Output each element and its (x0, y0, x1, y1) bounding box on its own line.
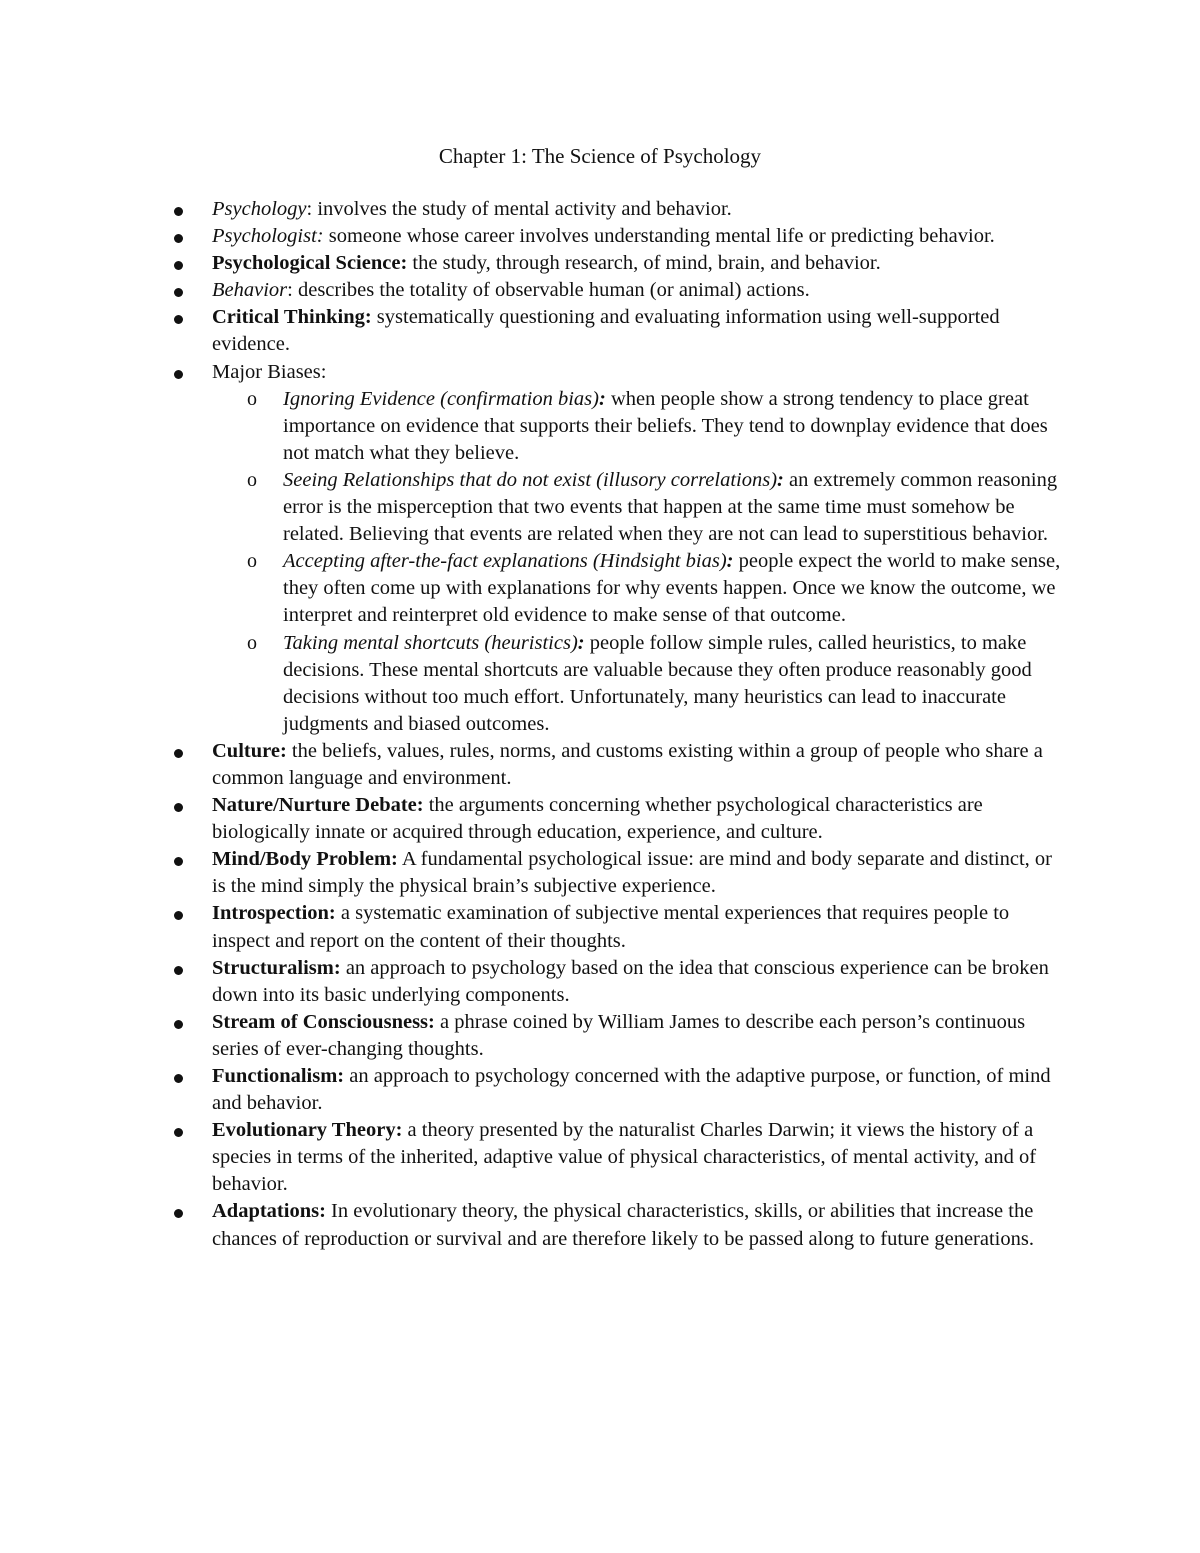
bias-colon: : (577, 631, 585, 654)
term-separator: : (287, 279, 293, 302)
list-item (212, 955, 1062, 1009)
bullet-icon (174, 803, 183, 812)
bias-term: Ignoring Evidence (confirmation bias) (283, 387, 599, 410)
biases-list (212, 386, 1062, 738)
bullet-icon (174, 1209, 183, 1218)
term: Introspection: (212, 902, 336, 925)
definition: A fundamental psychological issue: are mind and body separate and distinct, or is the mind simply the physical brain’s subjective experience. (212, 848, 1052, 898)
bias-colon: : (777, 468, 784, 491)
term: Psychological Science: (212, 252, 408, 275)
definition: the arguments concerning whether psychological characteristics are biologically innate or acquired through education, experience, and culture. (212, 794, 983, 844)
definition: involves the study of mental activity and behavior. (312, 198, 732, 220)
bullet-icon (174, 1020, 183, 1029)
definition: the study, through research, of mind, brain, and behavior. (407, 252, 881, 275)
definition: an approach to psychology concerned with the adaptive purpose, or function, of mind and behavior. (212, 1065, 1051, 1115)
bullet-icon (174, 207, 183, 216)
bullet-icon (174, 749, 183, 758)
list-item (212, 792, 1062, 846)
list-item (212, 1117, 1062, 1198)
definition-list (212, 196, 1062, 1253)
list-item-major-biases (212, 359, 1062, 738)
list-item (212, 900, 1062, 954)
bullet-icon (174, 857, 183, 866)
term: Culture: (212, 739, 287, 762)
term: Stream of Consciousness: (212, 1010, 435, 1033)
term-separator: : (306, 198, 313, 220)
bias-term: Taking mental shortcuts (heuristics) (283, 631, 578, 654)
list-item (212, 304, 1062, 358)
list-item (212, 277, 1062, 304)
sub-list-item (247, 467, 1062, 548)
term: Functionalism: (212, 1065, 345, 1087)
term: Nature/Nurture Debate: (212, 794, 424, 817)
list-item (212, 250, 1062, 277)
section-label: Major Biases: (212, 360, 327, 383)
term: Psychologist: (212, 225, 324, 248)
definition: a systematic examination of subjective mental experiences that requires people to inspect and report on the content of their thoughts. (212, 902, 1010, 952)
definition: describes the totality of observable human (or animal) actions. (292, 279, 810, 302)
list-item (212, 223, 1062, 250)
term: Psychology (212, 198, 307, 220)
definition: a phrase coined by William James to describe each person’s continuous series of ever-changing thoughts. (212, 1010, 1026, 1060)
definition: someone whose career involves understanding mental life or predicting behavior. (323, 225, 995, 248)
bullet-icon (174, 1128, 183, 1137)
bullet-icon (174, 315, 183, 324)
bullet-icon (174, 261, 183, 270)
bias-colon: : (598, 387, 606, 410)
bullet-icon (174, 966, 183, 975)
list-item (212, 738, 1062, 792)
bias-term: Accepting after-the-fact explanations (Hindsight bias) (283, 550, 727, 573)
list-item (212, 846, 1062, 900)
circle-bullet-icon: o (247, 550, 257, 573)
sub-list-item (247, 548, 1062, 629)
term: Adaptations: (212, 1200, 326, 1223)
list-item (212, 1198, 1062, 1252)
bullet-icon (174, 288, 183, 297)
bias-colon: : (726, 550, 734, 573)
definition: the beliefs, values, rules, norms, and customs existing within a group of people who share a common language and environment. (212, 739, 1043, 789)
term: Structuralism: (212, 956, 341, 979)
bias-term: Seeing Relationships that do not exist (illusory correlations) (283, 468, 778, 491)
list-item (212, 1009, 1062, 1063)
bias-definition: people follow simple rules, called heuristics, to make decisions. These mental shortcuts are valuable because they often produce reasonably good decisions without too much effort. Unfortunately, many heuristics can lead to inaccurate judgments and biased outcomes. (283, 631, 1032, 735)
sub-list-item (247, 630, 1062, 738)
bullet-icon (174, 1074, 183, 1083)
sub-list-item (247, 386, 1062, 467)
bullet-icon (174, 234, 183, 243)
bias-definition: people expect the world to make sense, they often come up with explanations for why events happen. Once we know the outcome, we interpret and reinterpret old evidence to make sense of that outcome. (283, 550, 1061, 627)
bias-definition: an extremely common reasoning error is the misperception that two events that happen at the same time must somehow be related. Believing that events are related when they are not can lead to superstitious behavior. (283, 468, 1058, 546)
term: Mind/Body Problem: (212, 848, 398, 871)
circle-bullet-icon: o (247, 387, 257, 410)
list-item (212, 1063, 1062, 1117)
term: Evolutionary Theory: (212, 1119, 403, 1142)
definition: In evolutionary theory, the physical characteristics, skills, or abilities that increase the chances of reproduction or survival and are therefore likely to be passed along to future generations. (212, 1200, 1034, 1250)
circle-bullet-icon: o (247, 468, 257, 491)
definition: a theory presented by the naturalist Charles Darwin; it views the history of a species in terms of the inherited, adaptive value of physical characteristics, of mental activity, and of behavior. (212, 1119, 1037, 1196)
bias-definition: when people show a strong tendency to place great importance on evidence that supports their beliefs. They tend to downplay evidence that does not match what they believe. (283, 387, 1048, 464)
term: Behavior (212, 279, 288, 302)
page-title: Chapter 1: The Science of Psychology (438, 144, 762, 168)
circle-bullet-icon: o (247, 631, 257, 654)
term: Critical Thinking: (212, 306, 372, 329)
bullet-icon (174, 370, 183, 379)
list-item (212, 196, 1062, 223)
bullet-icon (174, 911, 183, 920)
definition: an approach to psychology based on the idea that conscious experience can be broken down into its basic underlying components. (212, 956, 1049, 1006)
definition: systematically questioning and evaluating information using well-supported evidence. (212, 306, 1000, 356)
